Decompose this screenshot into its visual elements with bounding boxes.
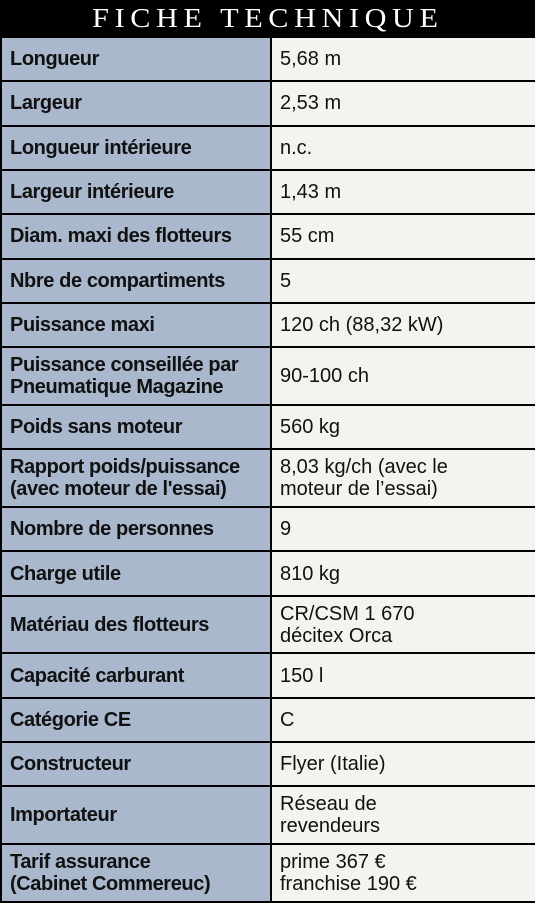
- spec-label-cell: [1, 653, 271, 697]
- spec-value-cell: [271, 786, 535, 844]
- sheet-header: [0, 0, 535, 36]
- spec-value-cell: [271, 81, 535, 125]
- spec-label: (Cabinet Commereuc): [10, 873, 211, 896]
- table-row: [1, 405, 535, 449]
- spec-label: Poids sans moteur: [10, 416, 183, 439]
- spec-value-cell: [271, 214, 535, 258]
- spec-label: (avec moteur de l'essai): [10, 478, 227, 501]
- spec-label-cell: [1, 507, 271, 551]
- spec-label: Diam. maxi des flotteurs: [10, 225, 232, 248]
- table-row: [1, 259, 535, 303]
- spec-value-cell: [271, 303, 535, 347]
- spec-label: Largeur intérieure: [10, 181, 174, 204]
- spec-value: prime 367 €: [280, 851, 386, 874]
- spec-label-cell: [1, 214, 271, 258]
- spec-label-cell: [1, 37, 271, 81]
- spec-value: Réseau de: [280, 793, 377, 816]
- spec-label: Puissance maxi: [10, 314, 155, 337]
- spec-value-cell: [271, 259, 535, 303]
- spec-value: 150 l: [280, 664, 324, 687]
- spec-value: moteur de l’essai): [280, 478, 438, 501]
- spec-value: n.c.: [280, 136, 313, 159]
- spec-label: Longueur: [10, 48, 100, 71]
- spec-value: 55 cm: [280, 225, 335, 248]
- spec-value: 2,53 m: [280, 92, 342, 115]
- spec-value-cell: [271, 37, 535, 81]
- spec-value-cell: [271, 405, 535, 449]
- table-row: [1, 81, 535, 125]
- spec-label: Nombre de personnes: [10, 518, 214, 541]
- table-row: [1, 698, 535, 742]
- spec-label-cell: [1, 551, 271, 595]
- spec-label-cell: [1, 170, 271, 214]
- spec-value-cell: [271, 507, 535, 551]
- table-row: [1, 551, 535, 595]
- spec-value: revendeurs: [280, 815, 381, 838]
- spec-value: franchise 190 €: [280, 873, 417, 896]
- spec-label: Puissance conseillée par: [10, 354, 239, 377]
- spec-label: Longueur intérieure: [10, 136, 192, 159]
- table-row: [1, 596, 535, 654]
- spec-label: Largeur: [10, 92, 82, 115]
- spec-value-cell: [271, 653, 535, 697]
- spec-label-cell: [1, 596, 271, 654]
- spec-value: 5: [280, 269, 292, 292]
- spec-value: Flyer (Italie): [280, 753, 386, 776]
- spec-label-cell: [1, 449, 271, 507]
- spec-value-cell: [271, 170, 535, 214]
- spec-label: Pneumatique Magazine: [10, 376, 224, 399]
- spec-label: Importateur: [10, 804, 117, 827]
- spec-value: CR/CSM 1 670: [280, 602, 415, 625]
- spec-label: Charge utile: [10, 562, 121, 585]
- spec-label: Nbre de compartiments: [10, 269, 225, 292]
- spec-label: Rapport poids/puissance: [10, 456, 240, 479]
- spec-value-cell: [271, 551, 535, 595]
- spec-value-cell: [271, 126, 535, 170]
- spec-label-cell: [1, 126, 271, 170]
- spec-label-cell: [1, 405, 271, 449]
- spec-value: C: [280, 708, 295, 731]
- spec-value: 8,03 kg/ch (avec le: [280, 456, 448, 479]
- table-row: [1, 347, 535, 405]
- spec-label-cell: [1, 844, 271, 902]
- table-row: [1, 786, 535, 844]
- spec-value: 9: [280, 518, 292, 541]
- spec-label-cell: [1, 698, 271, 742]
- spec-value-cell: [271, 347, 535, 405]
- spec-value: 90-100 ch: [280, 365, 369, 388]
- spec-value: 810 kg: [280, 562, 341, 585]
- spec-value-cell: [271, 844, 535, 902]
- spec-label: Matériau des flotteurs: [10, 613, 210, 636]
- spec-label: Constructeur: [10, 753, 131, 776]
- spec-value: 120 ch (88,32 kW): [280, 314, 444, 337]
- spec-value-cell: [271, 742, 535, 786]
- table-row: [1, 126, 535, 170]
- spec-table: [0, 36, 535, 903]
- spec-value-cell: [271, 698, 535, 742]
- spec-value: 1,43 m: [280, 181, 342, 204]
- table-row: [1, 507, 535, 551]
- spec-label-cell: [1, 786, 271, 844]
- spec-table-body: [1, 37, 535, 902]
- table-row: [1, 742, 535, 786]
- table-row: [1, 37, 535, 81]
- spec-label: Catégorie CE: [10, 708, 131, 731]
- table-row: [1, 653, 535, 697]
- spec-label-cell: [1, 303, 271, 347]
- table-row: [1, 303, 535, 347]
- spec-label-cell: [1, 347, 271, 405]
- spec-value: 560 kg: [280, 416, 341, 439]
- spec-label-cell: [1, 742, 271, 786]
- sheet-title: FICHE TECHNIQUE: [91, 2, 444, 33]
- table-row: [1, 214, 535, 258]
- spec-value-cell: [271, 596, 535, 654]
- spec-label: Capacité carburant: [10, 664, 184, 687]
- spec-value: 5,68 m: [280, 48, 342, 71]
- table-row: [1, 844, 535, 902]
- spec-value: décitex Orca: [280, 624, 393, 647]
- spec-label: Tarif assurance: [10, 851, 151, 874]
- spec-label-cell: [1, 81, 271, 125]
- table-row: [1, 449, 535, 507]
- spec-label-cell: [1, 259, 271, 303]
- table-row: [1, 170, 535, 214]
- spec-value-cell: [271, 449, 535, 507]
